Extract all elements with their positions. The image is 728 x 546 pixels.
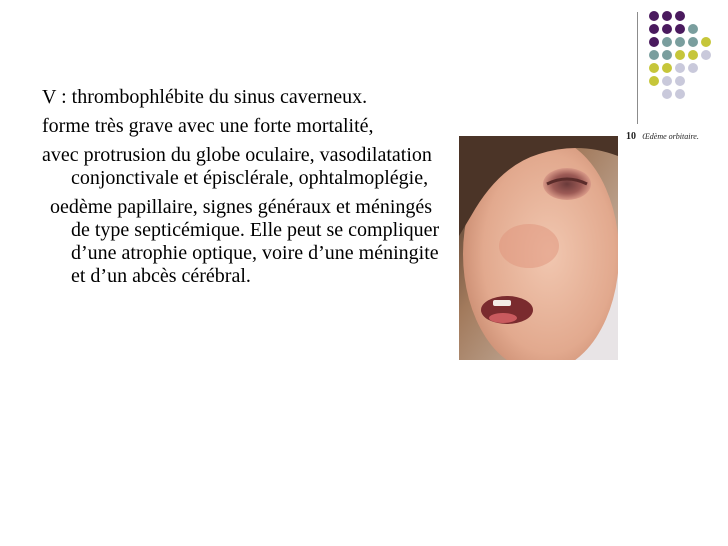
dot [675,76,685,86]
dot [649,24,659,34]
dot [675,50,685,60]
divider-line [637,12,638,124]
dot [701,37,711,47]
dot [675,11,685,21]
dot [675,37,685,47]
dot [662,89,672,99]
dot [662,24,672,34]
figure-caption-text: Œdème orbitaire. [642,132,699,141]
paragraph-complications: oedème papillaire, signes généraux et méningés de type septicémique. Elle peut se compliquer d’une atrophie optique, voire d’une méningite et d’un abcès cérébral. [50,196,440,287]
cheek [499,224,559,268]
dot [662,50,672,60]
figure-caption [626,131,699,142]
dot [662,76,672,86]
dot [675,63,685,73]
paragraph-signs: avec protrusion du globe oculaire, vasodilatation conjonctivale et épisclérale, ophtalmoplégie, [42,144,432,189]
dot [649,50,659,60]
decorative-dot-grid [648,10,712,110]
dot [701,50,711,60]
dot [675,24,685,34]
dot [688,37,698,47]
dot [688,24,698,34]
dot [675,89,685,99]
dot [688,63,698,73]
tongue [489,313,517,323]
dot [688,50,698,60]
teeth [493,300,511,306]
dot [649,76,659,86]
paragraph-severity: forme très grave avec une forte mortalité, [42,115,374,137]
body-text [42,86,452,294]
dot [649,37,659,47]
dot [649,63,659,73]
dot [662,11,672,21]
dot [649,11,659,21]
paragraph-diagnosis: V : thrombophlébite du sinus caverneux. [42,86,368,108]
dot [662,37,672,47]
figure-number: 10 [626,131,636,142]
clinical-photo [459,136,618,360]
dot [662,63,672,73]
